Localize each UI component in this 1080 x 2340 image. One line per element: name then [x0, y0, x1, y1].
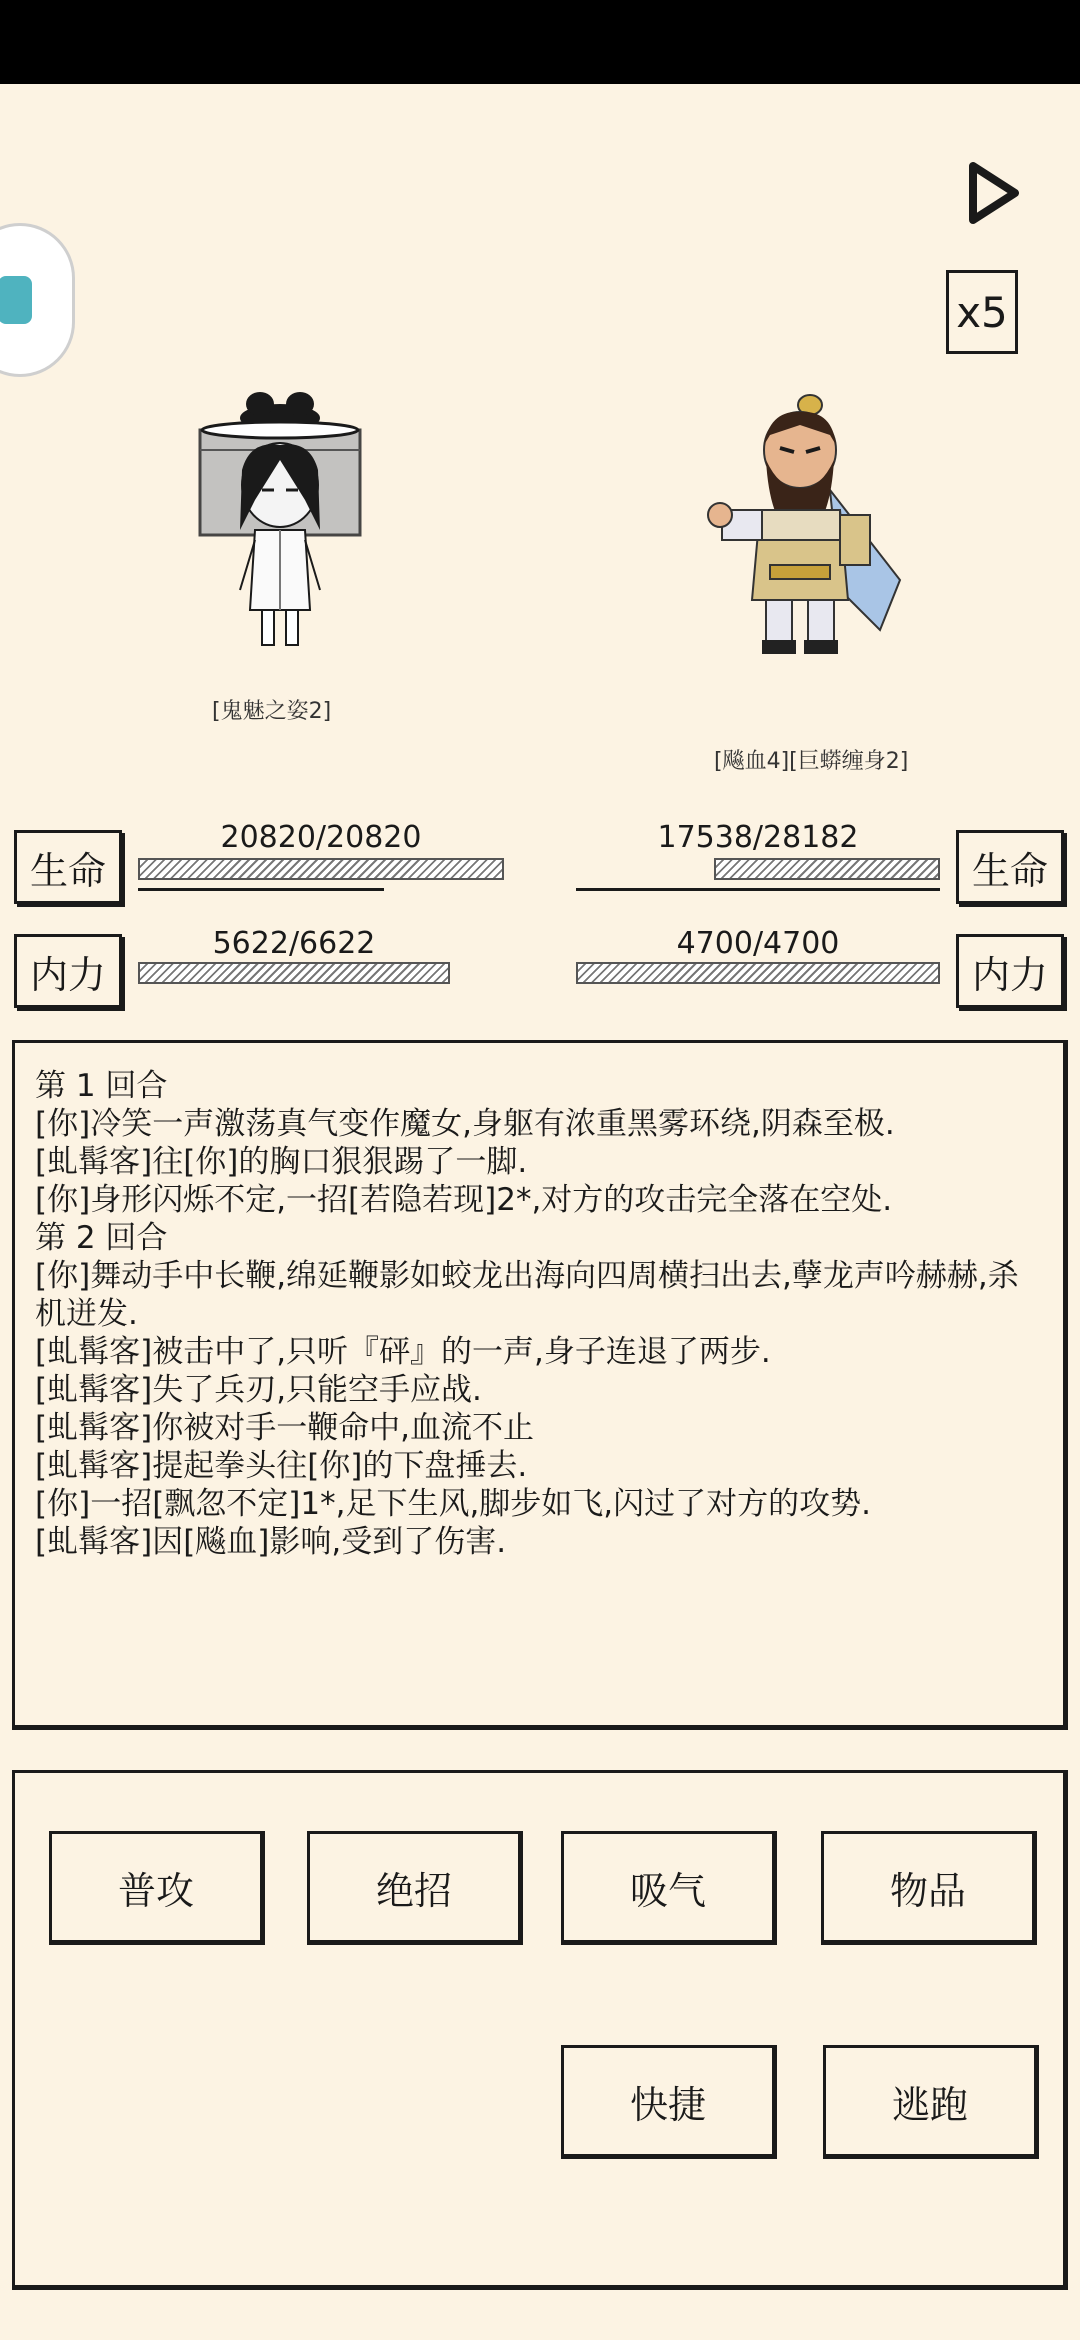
shortcut-button[interactable]: 快捷: [561, 2045, 777, 2159]
enemy-hp-label: 生命: [956, 830, 1064, 904]
player-hp-bar: [138, 858, 504, 880]
ultimate-button[interactable]: 绝招: [307, 1831, 523, 1945]
breathe-button[interactable]: 吸气: [561, 1831, 777, 1945]
player-buff-label: [鬼魅之姿2]: [212, 699, 332, 724]
status-bar: [0, 0, 1080, 84]
log-line: 第 1 回合: [35, 1068, 168, 1104]
log-line: [你]冷笑一声激荡真气变作魔女,身躯有浓重黑雾环绕,阴森至极.: [35, 1106, 895, 1142]
log-line: [你]一招[飘忽不定]1*,足下生风,脚步如飞,闪过了对方的攻势.: [35, 1486, 872, 1522]
player-hp-value: 20820/20820: [220, 820, 422, 855]
player-mp-label: 内力: [14, 934, 122, 1008]
flee-button[interactable]: 逃跑: [823, 2045, 1039, 2159]
log-line: [虬髯客]失了兵刃,只能空手应战.: [35, 1372, 482, 1408]
items-button[interactable]: 物品: [821, 1831, 1037, 1945]
log-line: [虬髯客]往[你]的胸口狠狠踢了一脚.: [35, 1144, 528, 1180]
enemy-hp-bar: [714, 858, 940, 880]
log-line: [虬髯客]因[飚血]影响,受到了伤害.: [35, 1524, 507, 1560]
attack-button[interactable]: 普攻: [49, 1831, 265, 1945]
log-line: [你]身形闪烁不定,一招[若隐若现]2*,对方的攻击完全落在空处.: [35, 1182, 893, 1218]
speed-toggle-button[interactable]: x5: [946, 270, 1018, 354]
app-glyph-icon: [0, 276, 32, 324]
battle-log-panel[interactable]: [12, 1040, 1068, 1730]
player-hp-label: 生命: [14, 830, 122, 904]
play-icon[interactable]: [965, 160, 1025, 226]
player-mp-bar: [138, 962, 450, 984]
enemy-hp-value: 17538/28182: [657, 820, 859, 855]
enemy-buff-label: [飚血4][巨蟒缠身2]: [714, 749, 909, 774]
log-line: [虬髯客]被击中了,只听『砰』的一声,身子连退了两步.: [35, 1334, 771, 1370]
enemy-mp-bar: [576, 962, 940, 984]
log-line: [虬髯客]你被对手一鞭命中,血流不止: [35, 1410, 535, 1446]
player-mp-value: 5622/6622: [212, 926, 376, 961]
action-panel: [12, 1770, 1068, 2290]
enemy-mp-label: 内力: [956, 934, 1064, 1008]
enemy-character-sprite: [700, 390, 910, 670]
log-line: [虬髯客]提起拳头往[你]的下盘捶去.: [35, 1448, 528, 1484]
player-hp-underline: [138, 888, 384, 891]
player-character-sprite: [190, 390, 370, 670]
enemy-mp-value: 4700/4700: [676, 926, 840, 961]
floating-assistant-icon[interactable]: [0, 226, 72, 374]
log-line: [你]舞动手中长鞭,绵延鞭影如蛟龙出海向四周横扫出去,孽龙声吟赫赫,杀机迸发.: [35, 1258, 1019, 1332]
enemy-hp-underline: [576, 888, 940, 891]
log-line: 第 2 回合: [35, 1220, 168, 1256]
